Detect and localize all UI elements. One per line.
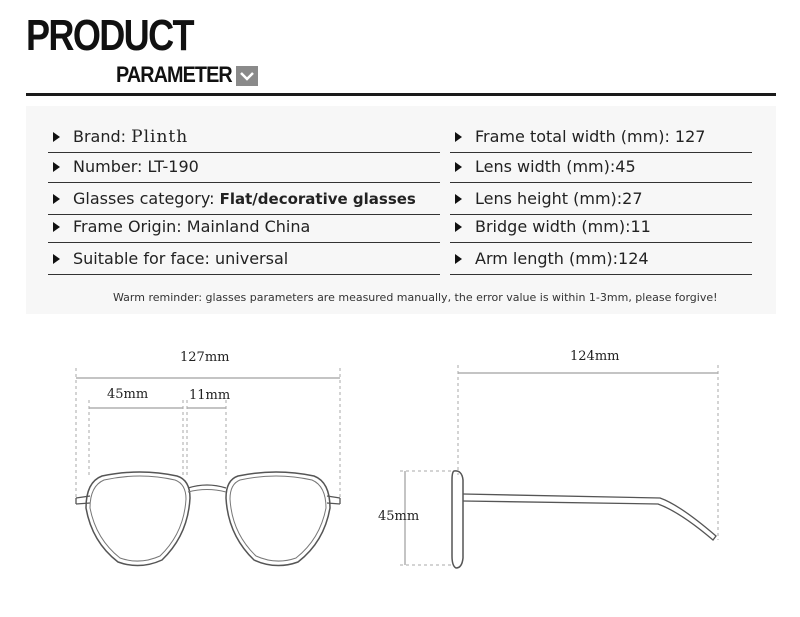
dimension-label-arm-length: 124mm <box>570 349 620 364</box>
bridge-bar <box>188 485 226 488</box>
param-row-origin <box>48 214 440 243</box>
left-lens <box>86 472 190 566</box>
param-row-brand <box>48 124 440 153</box>
glasses-dimension-diagram <box>0 330 800 617</box>
param-text: Lens width (mm):45 <box>475 157 636 176</box>
param-value: Mainland China <box>186 217 311 236</box>
chevron-down-icon <box>236 66 258 86</box>
warm-reminder-text: Warm reminder: glasses parameters are measured manually, the error value is within 1-3mm, please forgive! <box>113 291 718 304</box>
dimension-label-bridge: 11mm <box>189 388 231 403</box>
bullet-arrow-icon <box>53 162 60 172</box>
param-value: universal <box>215 249 289 268</box>
page-subtitle: PARAMETER <box>116 62 232 87</box>
page-title: PRODUCT <box>26 11 193 60</box>
param-label: Frame Origin: <box>73 217 182 236</box>
bullet-arrow-icon <box>455 162 462 172</box>
param-label: Brand: <box>73 127 127 146</box>
bullet-arrow-icon <box>53 222 60 232</box>
param-row-number <box>48 154 440 183</box>
param-text: Arm length (mm):124 <box>475 249 649 268</box>
param-row-total-width <box>450 124 752 153</box>
dimension-label-height: 45mm <box>378 509 420 524</box>
param-label: Suitable for face: <box>73 249 210 268</box>
dimension-label-lens-width: 45mm <box>107 387 149 402</box>
bullet-arrow-icon <box>455 132 462 142</box>
right-lens <box>226 472 330 566</box>
param-label: Number: <box>73 157 143 176</box>
param-value: LT-190 <box>147 157 199 176</box>
left-temple <box>76 496 90 504</box>
header-divider <box>26 93 776 96</box>
param-row-bridge-width <box>450 214 752 243</box>
dimension-label-total-width: 127mm <box>180 350 230 365</box>
param-row-category <box>48 186 440 215</box>
front-view <box>76 350 340 566</box>
param-row-lens-height <box>450 186 752 215</box>
param-row-face <box>48 246 440 275</box>
bullet-arrow-icon <box>455 254 462 264</box>
bullet-arrow-icon <box>53 254 60 264</box>
temple-arm <box>463 494 716 540</box>
param-row-arm-length <box>450 246 752 275</box>
bullet-arrow-icon <box>53 194 60 204</box>
param-row-lens-width <box>450 154 752 183</box>
frame-profile <box>452 471 463 568</box>
bullet-arrow-icon <box>53 132 60 142</box>
param-text: Lens height (mm):27 <box>475 189 643 208</box>
param-text: Bridge width (mm):11 <box>475 217 651 236</box>
param-label: Glasses category: <box>73 189 215 208</box>
bullet-arrow-icon <box>455 222 462 232</box>
side-view <box>378 349 718 568</box>
param-value: Flat/decorative glasses <box>219 190 416 208</box>
param-value: Plinth <box>131 127 189 147</box>
param-text: Frame total width (mm): 127 <box>475 127 706 146</box>
bullet-arrow-icon <box>455 194 462 204</box>
